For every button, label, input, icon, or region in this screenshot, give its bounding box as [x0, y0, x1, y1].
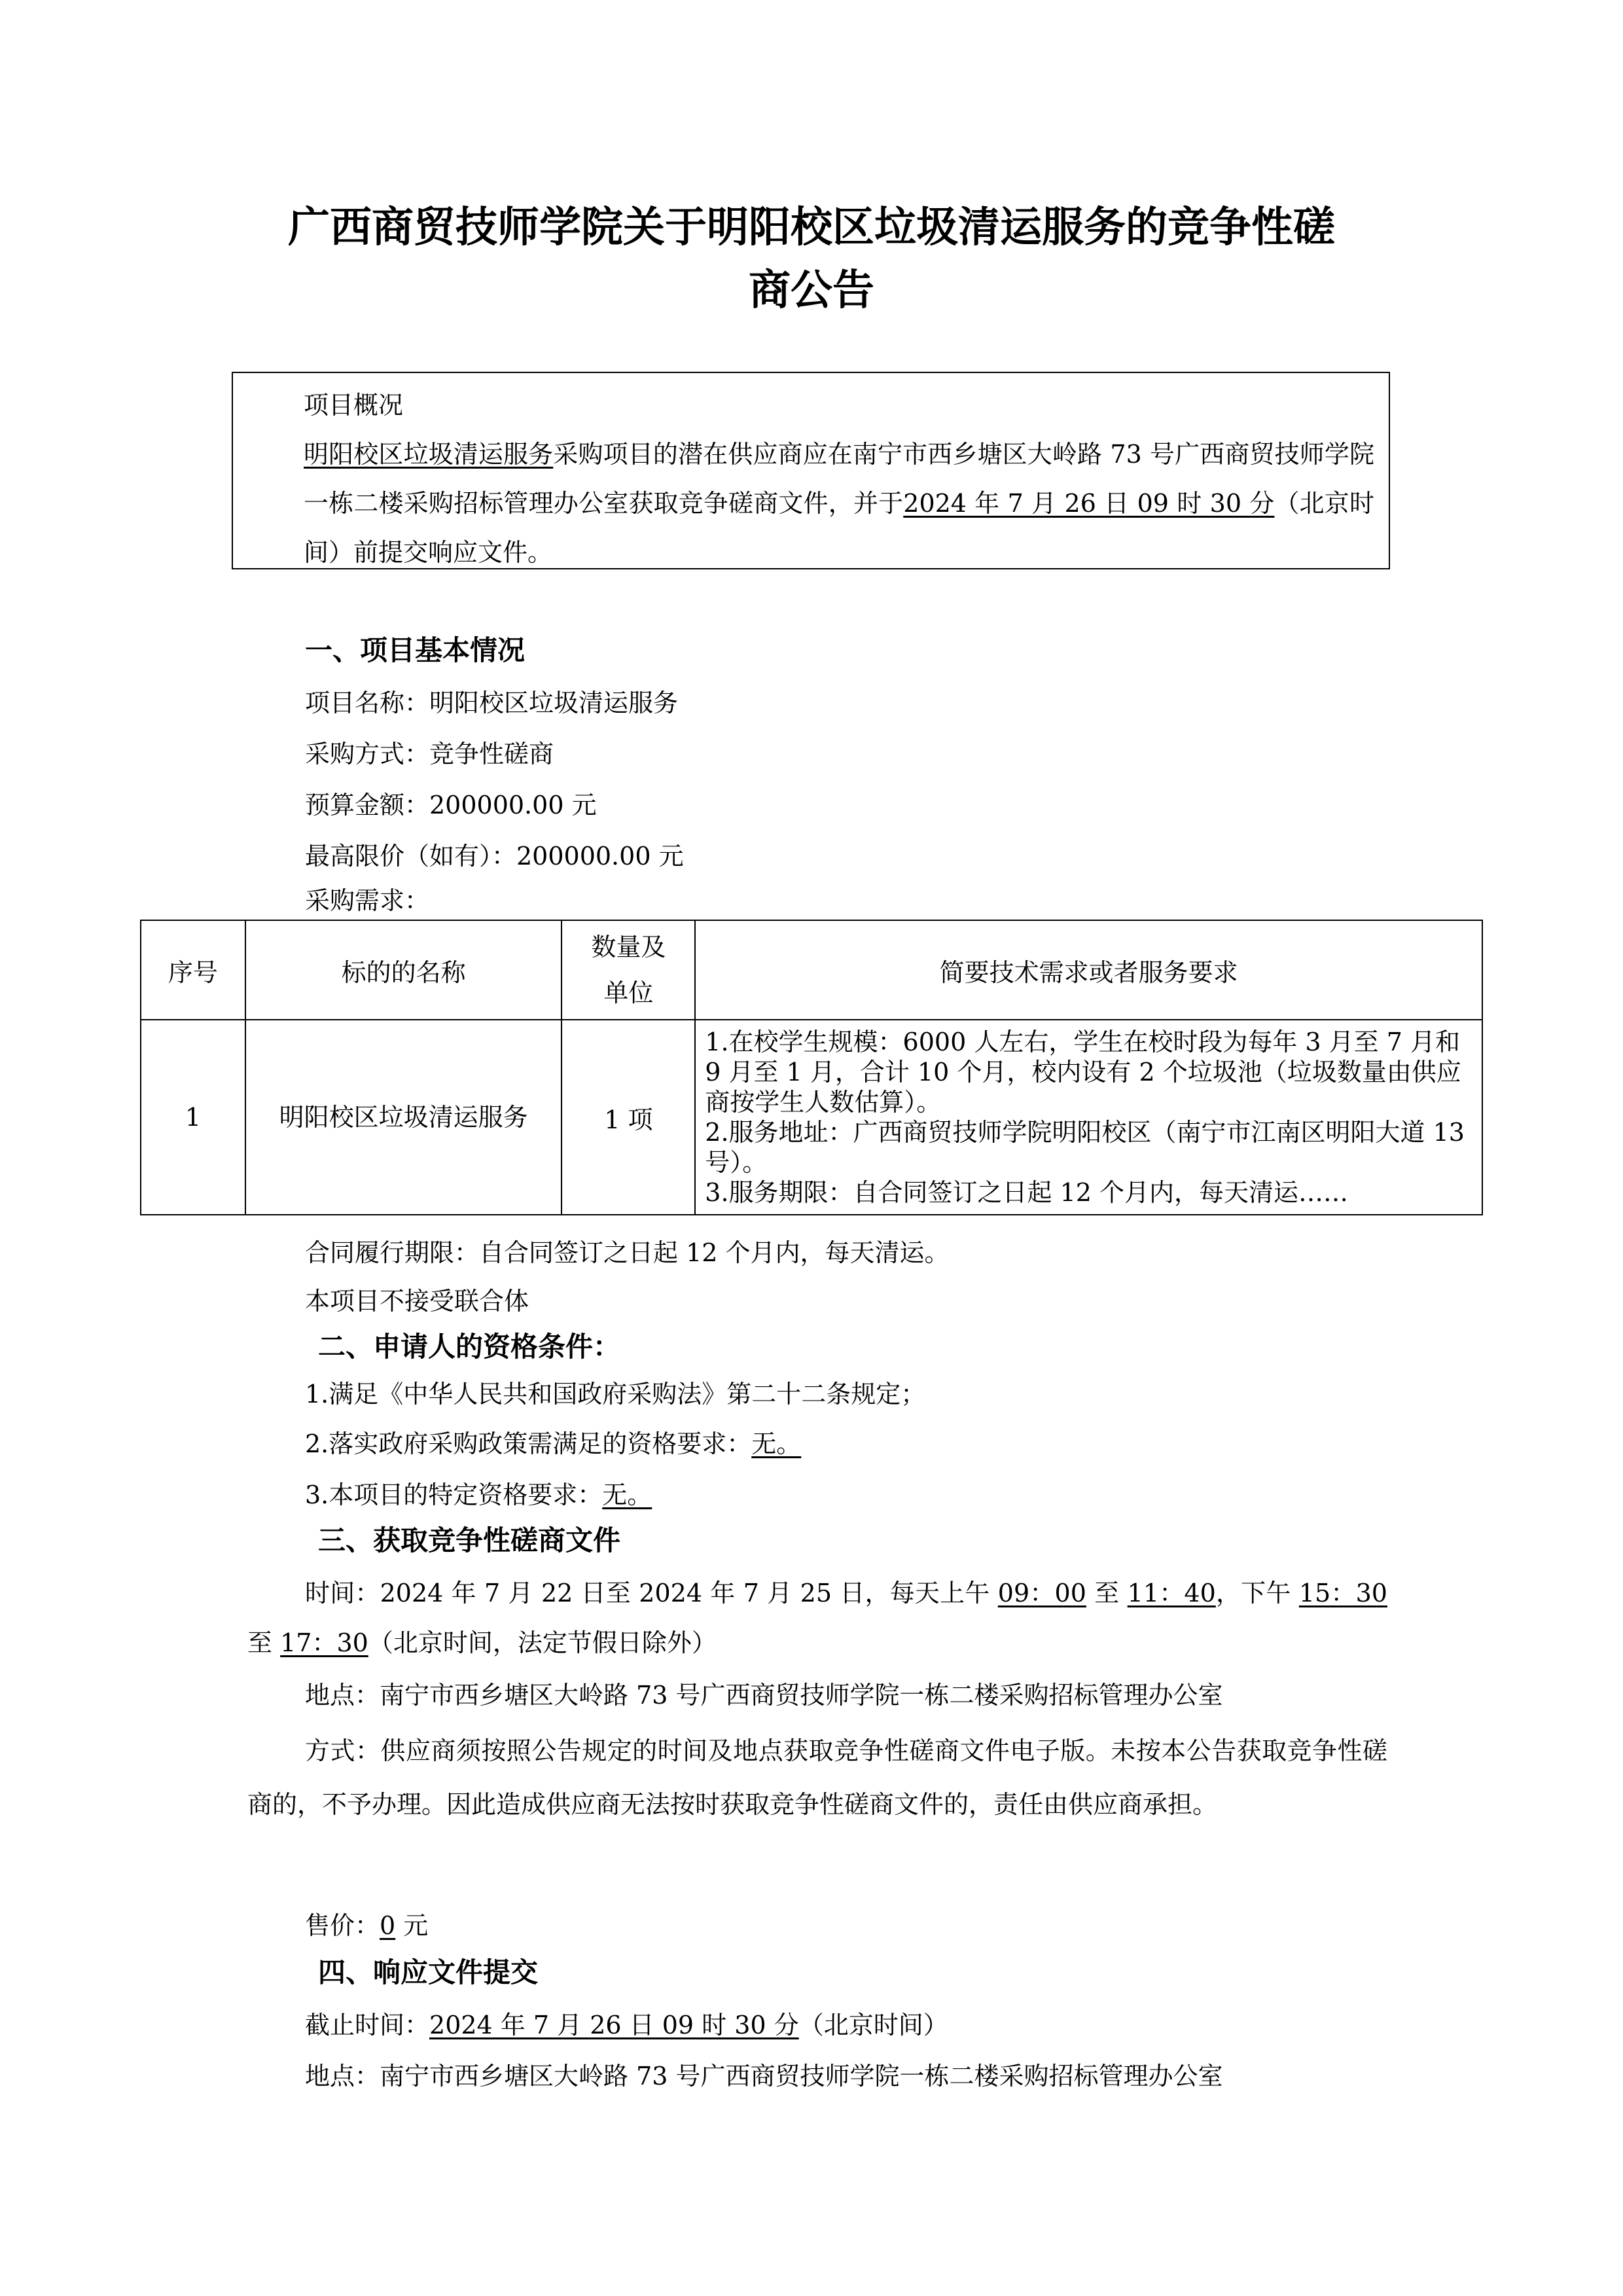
overview-heading: 项目概况: [304, 391, 404, 420]
row-name: 明阳校区垃圾清运服务: [245, 1020, 562, 1215]
overview-text-a: 采购项目的潜在供应商应在南宁市西乡塘区大岭路 73 号广西商贸技师学院一栋二楼采购招标管理办公室获取竞争磋商文件，并于: [304, 440, 1374, 518]
section2-heading: 二、申请人的资格条件：: [318, 1331, 621, 1363]
acquire-time-b: （北京时间，法定节假日除外）: [368, 1628, 717, 1657]
spec-item-1: 1.在校学生规模：6000 人左右，学生在校时段为每年 3 月至 7 月和 9 月至 1 月，合计 10 个月，校内设有 2 个垃圾池（垃圾数量由供应商按学生人数估算）。: [705, 1028, 1461, 1117]
acquire-time: [247, 1568, 1387, 1668]
submission-deadline: [305, 2008, 948, 2042]
sale-price: [305, 1909, 428, 1943]
qualification-item-3: [305, 1478, 652, 1512]
max-price: 最高限价（如有）：200000.00 元: [305, 842, 684, 870]
submission-deadline-suffix: （北京时间）: [798, 2011, 948, 2039]
needs-label: 采购需求：: [305, 886, 430, 915]
spec-item-3: 3.服务期限：自合同签订之日起 12 个月内，每天清运……: [705, 1178, 1349, 1207]
requirements-table: [140, 920, 1483, 1215]
to-2: 至: [247, 1628, 281, 1657]
header-qty: 数量及单位: [562, 920, 695, 1020]
page-title-line2: 商公告: [749, 266, 874, 315]
section4-heading: 四、响应文件提交: [318, 1956, 539, 1988]
submission-deadline-value: 2024 年 7 月 26 日 09 时 30 分: [429, 2011, 799, 2039]
overview-project-link: 明阳校区垃圾清运服务: [304, 440, 554, 469]
overview-text: [249, 430, 1374, 577]
sale-price-label: 售价：: [305, 1911, 380, 1940]
header-name: 标的的名称: [245, 920, 562, 1020]
submission-place: 地点：南宁市西乡塘区大岭路 73 号广西商贸技师学院一栋二楼采购招标管理办公室: [305, 2062, 1223, 2090]
qualification-item-3-label: 3.本项目的特定资格要求：: [305, 1480, 603, 1509]
am-end: 11：40: [1127, 1579, 1216, 1607]
table-header-row: [141, 920, 1482, 1020]
pm-label: ，下午: [1215, 1579, 1299, 1607]
overview-text-b: （北京时间）前提交响应文件。: [304, 489, 1374, 567]
qualification-item-3-value: 无。: [602, 1480, 652, 1509]
page-title: [216, 196, 1407, 322]
acquire-time-a: 时间：2024 年 7 月 22 日至 2024 年 7 月 25 日，每天上午: [305, 1579, 998, 1607]
pm-end: 17：30: [280, 1628, 368, 1657]
row-qty: 1 项: [562, 1020, 695, 1215]
header-no: 序号: [141, 920, 245, 1020]
overview-deadline: 2024 年 7 月 26 日 09 时 30 分: [903, 489, 1275, 518]
row-no: 1: [141, 1020, 245, 1215]
to-1: 至: [1086, 1579, 1128, 1607]
qualification-item-2-value: 无。: [751, 1429, 802, 1458]
submission-deadline-label: 截止时间：: [305, 2011, 430, 2039]
section3-heading: 三、获取竞争性磋商文件: [318, 1524, 621, 1556]
section1-heading: 一、项目基本情况: [305, 634, 526, 666]
qualification-item-2: [305, 1427, 801, 1461]
project-name: 项目名称：明阳校区垃圾清运服务: [305, 689, 679, 717]
qualification-item-2-label: 2.落实政府采购政策需满足的资格要求：: [305, 1429, 752, 1458]
page-title-line1: 广西商贸技师学院关于明阳校区垃圾清运服务的竞争性磋: [288, 204, 1335, 252]
qualification-item-1: 1.满足《中华人民共和国政府采购法》第二十二条规定；: [305, 1380, 926, 1408]
acquire-method: 方式：供应商须按照公告规定的时间及地点获取竞争性磋商文件电子版。未按本公告获取竞争性磋商的，不予办理。因此造成供应商无法按时获取竞争性磋商文件的，责任由供应商承担。: [247, 1736, 1387, 1819]
table-row: [141, 1020, 1482, 1215]
header-spec: 简要技术需求或者服务要求: [695, 920, 1482, 1020]
consortium-note: 本项目不接受联合体: [305, 1287, 529, 1316]
budget-amount: 预算金额：200000.00 元: [305, 791, 597, 819]
am-start: 09：00: [997, 1579, 1086, 1607]
row-spec: [695, 1020, 1482, 1215]
overview-box: [232, 372, 1390, 569]
sale-price-unit: 元: [395, 1911, 429, 1940]
pm-start: 15：30: [1298, 1579, 1387, 1607]
acquire-place: 地点：南宁市西乡塘区大岭路 73 号广西商贸技师学院一栋二楼采购招标管理办公室: [305, 1681, 1223, 1710]
spec-item-2: 2.服务地址：广西商贸技师学院明阳校区（南宁市江南区明阳大道 13 号）。: [705, 1118, 1465, 1177]
contract-period: 合同履行期限：自合同签订之日起 12 个月内，每天清运。: [305, 1238, 950, 1267]
sale-price-value: 0: [380, 1911, 396, 1940]
procurement-method: 采购方式：竞争性磋商: [305, 740, 554, 768]
